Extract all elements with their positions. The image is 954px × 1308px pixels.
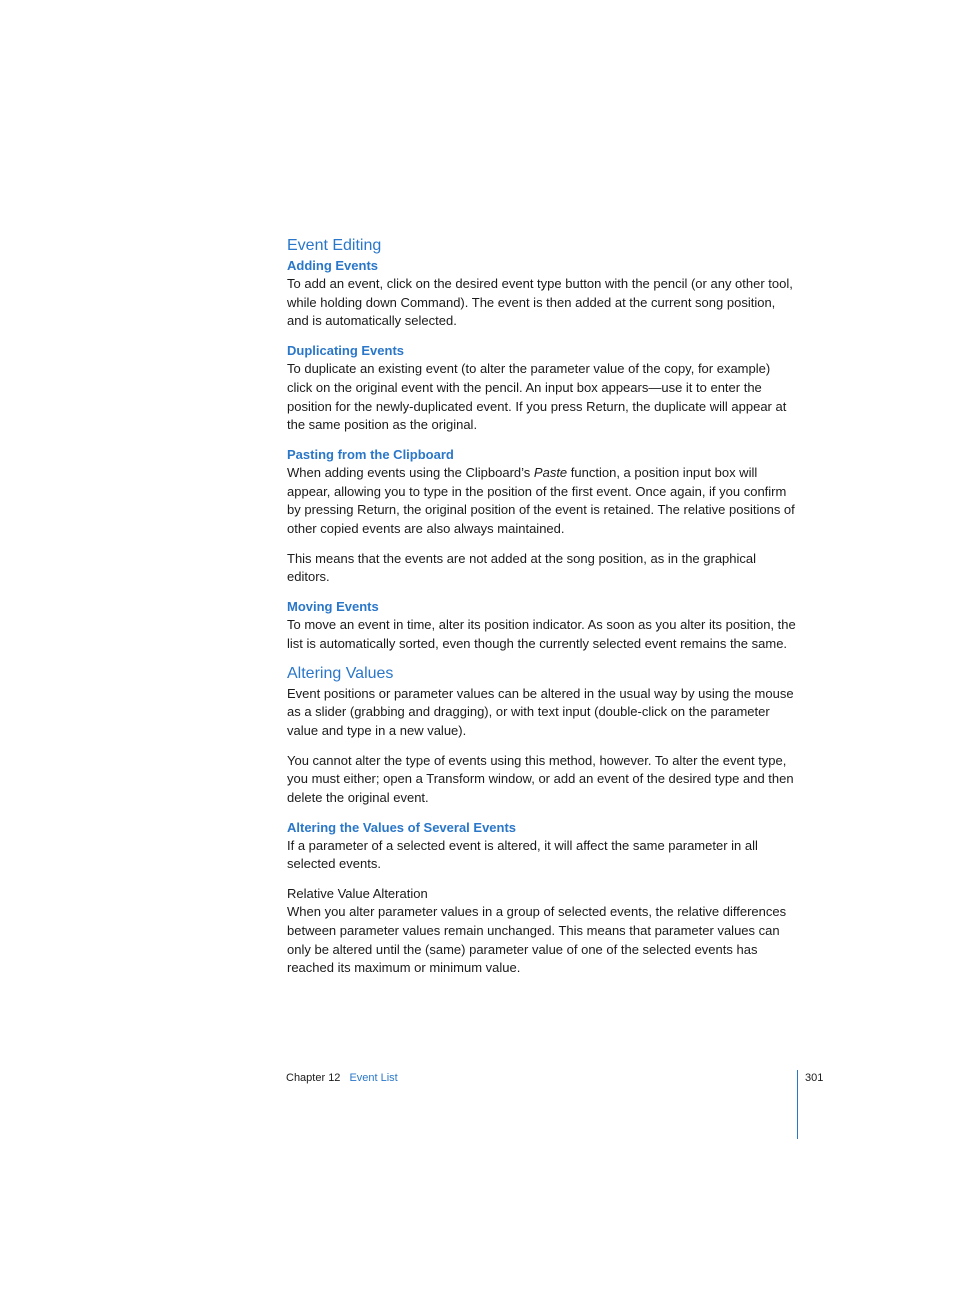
footer-chapter-title: Event List xyxy=(349,1072,398,1084)
heading-pasting-clipboard: Pasting from the Clipboard xyxy=(287,446,454,462)
paragraph-pasting-note: This means that the events are not added at the song position, as in the graphical editors. xyxy=(287,550,757,585)
page-content xyxy=(287,235,799,978)
paragraph-altering-several-events: If a parameter of a selected event is altered, it will affect the same parameter in all selected events. xyxy=(287,837,758,872)
footer-divider xyxy=(797,1070,798,1139)
page-number: 301 xyxy=(805,1072,824,1084)
paste-function-name: Paste xyxy=(533,464,568,480)
section-title-event-editing: Event Editing xyxy=(287,237,382,254)
paragraph-relative-value-alteration: When you alter parameter values in a group of selected events, the relative differences between parameter values remain unchanged. This means that parameter values can only be altered until the (same) parameter value of one of the selected events has reached its maximum or minimum value. xyxy=(287,904,787,976)
heading-adding-events: Adding Events xyxy=(287,258,379,273)
section-title-altering-values: Altering Values xyxy=(287,664,394,682)
footer-chapter-label: Chapter 12 xyxy=(286,1072,341,1084)
paragraph-moving-events: To move an event in time, alter its position indicator. As soon as you alter its position, the list is automatically sorted, even though the currently selected event remains the same. xyxy=(287,617,796,651)
paragraph-adding-events: To add an event, click on the desired event type button with the pencil (or any other tool, while holding down Command). The event is then added at the current song position, and is automatically selected. xyxy=(287,276,793,329)
heading-altering-several-events: Altering the Values of Several Events xyxy=(287,819,517,835)
heading-relative-value-alteration: Relative Value Alteration xyxy=(287,886,428,902)
paragraph-pasting-clipboard xyxy=(287,464,799,539)
paragraph-pasting-text-2: function, a position input box will appear, allowing you to type in the position of the first event. Once again, if you confirm by pressing Return, the original position of the event is retained. The relative positions of other copied events are also always maintained. xyxy=(287,464,795,537)
paragraph-pasting-text-1: When adding events using the Clipboard’s xyxy=(287,464,534,480)
heading-moving-events: Moving Events xyxy=(287,599,379,615)
footer-chapter-info xyxy=(286,1070,398,1086)
paragraph-duplicating-events: To duplicate an existing event (to alter the parameter value of the copy, for example) click on the original event with the pencil. An input box appears—use it to enter the position for the newly-duplicated event. If you press Return, the duplicate will appear at the same position as the original. xyxy=(287,361,787,433)
heading-duplicating-events: Duplicating Events xyxy=(287,343,405,359)
paragraph-altering-values-1: Event positions or parameter values can be altered in the usual way by using the mouse as a slider (grabbing and dragging), or with text input (double-click on the parameter value and type in a new value). xyxy=(287,685,794,738)
paragraph-altering-values-2: You cannot alter the type of events using this method, however. To alter the event type, you must either; open a Transform window, or add an event of the desired type and then delete the original event. xyxy=(287,752,794,806)
